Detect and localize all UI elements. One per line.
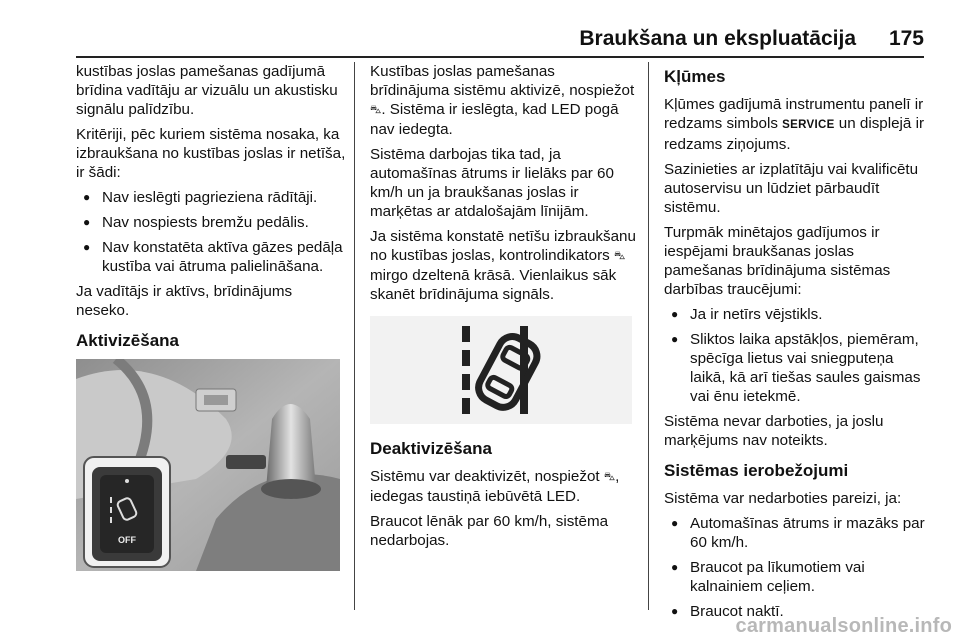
paragraph: Sistēma nevar darboties, ja joslu marķējums nav noteikts. bbox=[664, 413, 884, 449]
lane-departure-indicator-figure bbox=[370, 316, 632, 424]
column-3 bbox=[664, 62, 928, 627]
service-symbol: SERVICE bbox=[782, 119, 835, 131]
column-divider bbox=[354, 62, 355, 610]
lane-departure-icon: ⛍ bbox=[613, 250, 626, 262]
watermark: carmanualsonline.info bbox=[735, 615, 952, 637]
lane-departure-icon bbox=[370, 316, 632, 424]
paragraph: Sazinieties ar izplatītāju vai kvalificētu autoservisu un lūdziet pārbaudīt sistēmu. bbox=[664, 161, 919, 216]
disturbances-list bbox=[664, 305, 928, 406]
off-button-label: OFF bbox=[118, 535, 136, 545]
section-heading: Aktivizēšana bbox=[76, 331, 179, 350]
paragraph: Turpmāk minētajos gadījumos ir iespējami braukšanas joslas pamešanas brīdinājuma sistēmas darbības traucējumi: bbox=[664, 224, 891, 298]
page-number: 175 bbox=[888, 27, 924, 50]
console-button-photo bbox=[76, 359, 340, 571]
console-photo-illustration bbox=[76, 359, 340, 571]
list-item: ● Braucot naktī. bbox=[664, 602, 928, 621]
list-item: ● Sliktos laika apstākļos, piemēram, spēcīga lietus vai sniegputeņa laikā, kā arī tiešas saules gaismas vai ēnu ietekmē. bbox=[664, 330, 928, 406]
page-header bbox=[0, 0, 960, 58]
paragraph: Ja sistēma konstatē netīšu izbraukšanu no kustības joslas, kontrolindikators ⛍ mirgo dzeltenā krāsā. Vienlaikus sāk skanēt brīdinājuma signāls. bbox=[370, 228, 636, 303]
paragraph: Sistēmu var deaktivizēt, nospiežot ⛍, iedegas taustiņā iebūvētā LED. bbox=[370, 468, 620, 505]
criteria-list bbox=[76, 188, 346, 276]
lane-departure-icon: ⛍ bbox=[370, 104, 382, 116]
column-divider bbox=[648, 62, 649, 610]
paragraph: Braucot lēnāk par 60 km/h, sistēma nedarbojas. bbox=[370, 513, 609, 549]
section-heading: Deaktivizēšana bbox=[370, 439, 492, 458]
list-item: ● Automašīnas ātrums ir mazāks par 60 km/h. bbox=[664, 514, 928, 552]
paragraph: kustības joslas pamešanas gadījumā brīdina vadītāju ar vizuālu un akustisku signālu palīdzību. bbox=[76, 63, 338, 118]
list-item: ● Nav ieslēgti pagrieziena rādītāji. bbox=[76, 188, 346, 207]
list-item: ● Braucot pa līkumotiem vai kalnainiem ceļiem. bbox=[664, 558, 928, 596]
list-item: ● Nav nospiests bremžu pedālis. bbox=[76, 213, 346, 232]
paragraph: Sistēma darbojas tika tad, ja automašīnas ātrums ir lielāks par 60 km/h un ja braukšanas joslas ir marķētas ar atdalošajām līnijām. bbox=[370, 146, 614, 220]
paragraph: Ja vadītājs ir aktīvs, brīdinājums neseko. bbox=[76, 283, 293, 319]
section-heading: Sistēmas ierobežojumi bbox=[664, 461, 849, 480]
header-rule bbox=[76, 56, 924, 58]
paragraph: Sistēma var nedarboties pareizi, ja: bbox=[664, 490, 902, 507]
paragraph: Kritēriji, pēc kuriem sistēma nosaka, ka izbraukšana no kustības joslas ir netīša, ir šādi: bbox=[76, 126, 346, 181]
section-heading: Kļūmes bbox=[664, 67, 726, 86]
paragraph: Kļūmes gadījumā instrumentu panelī ir redzams simbols SERVICE un displejā ir redzams ziņojums. bbox=[664, 96, 925, 153]
column-2 bbox=[370, 62, 636, 556]
limits-list bbox=[664, 514, 928, 621]
column-1 bbox=[76, 62, 346, 571]
page-title: Braukšana un ekspluatācija bbox=[579, 27, 856, 50]
paragraph: Kustības joslas pamešanas brīdinājuma sistēmu aktivizē, nospiežot ⛍. Sistēma ir ieslēgta, kad LED pogā nav iedegta. bbox=[370, 63, 635, 138]
lane-departure-icon: ⛍ bbox=[603, 471, 616, 483]
list-item: ● Nav konstatēta aktīva gāzes pedāļa kustība vai ātruma palielināšana. bbox=[76, 238, 346, 276]
list-item: ● Ja ir netīrs vējstikls. bbox=[664, 305, 928, 324]
